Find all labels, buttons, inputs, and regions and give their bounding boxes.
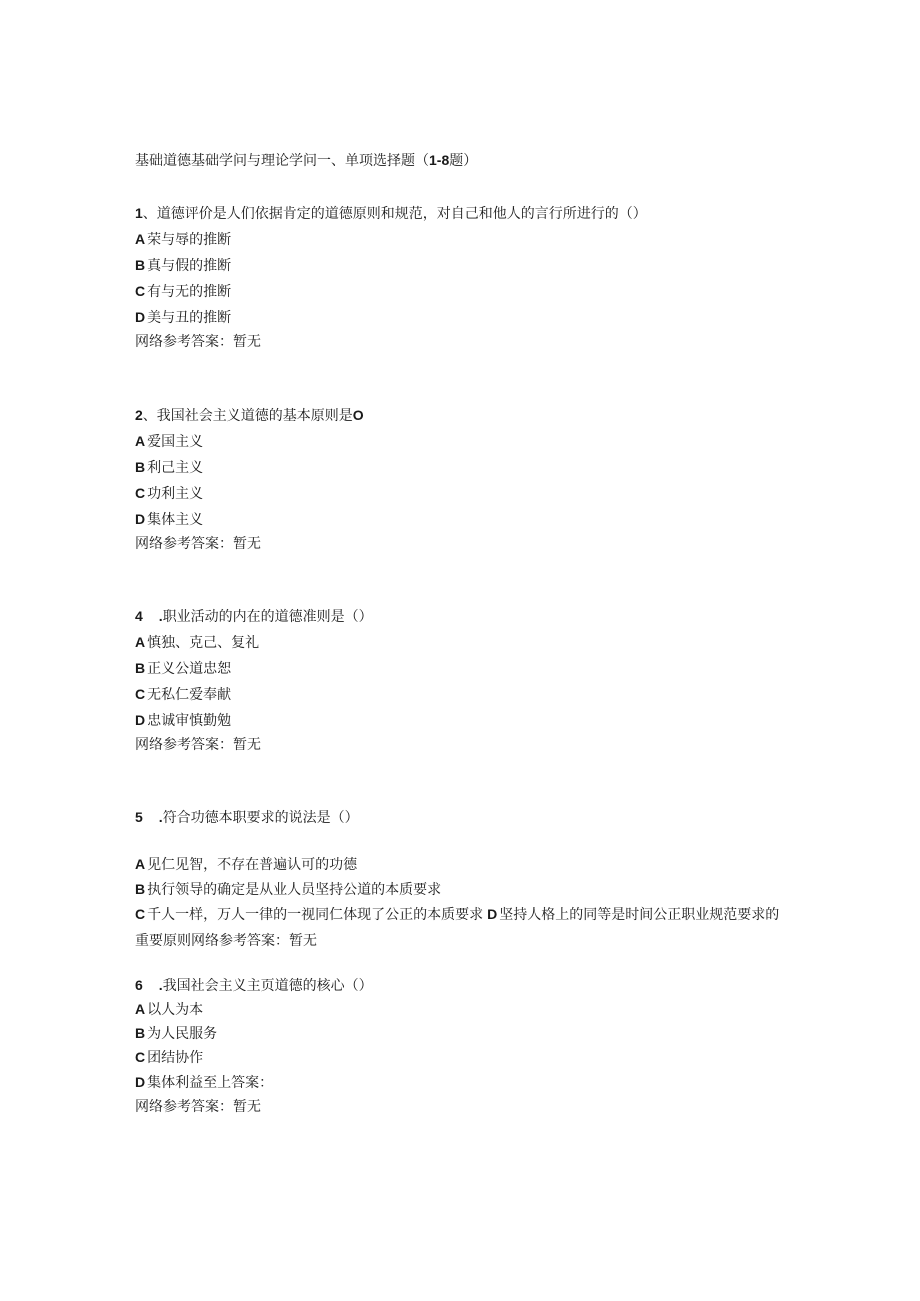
question-separator: 、 bbox=[142, 206, 157, 222]
option-letter: B bbox=[135, 660, 146, 676]
question-text: 我国社会主义道德的基本原则是 bbox=[156, 408, 353, 424]
option-letter: D bbox=[135, 1074, 146, 1090]
option-text: 忠诚审慎勤勉 bbox=[147, 713, 232, 729]
question-number: 2 bbox=[135, 407, 143, 423]
option-text: 慎独、克己、复礼 bbox=[147, 635, 260, 651]
question-text: 道德评价是人们依据肯定的道德原则和规范，对自己和他人的言行所进行的（） bbox=[156, 206, 647, 222]
option-text: 有与无的推断 bbox=[147, 284, 232, 300]
option-letter: D bbox=[135, 511, 146, 527]
question-6-option-d bbox=[135, 1072, 273, 1092]
question-1-option-d bbox=[135, 307, 231, 327]
option-letter: D bbox=[135, 712, 146, 728]
question-number: 6 bbox=[135, 977, 143, 993]
option-letter: A bbox=[135, 231, 146, 247]
document-title bbox=[135, 150, 477, 170]
option-letter: D bbox=[487, 906, 498, 922]
question-4-option-a bbox=[135, 632, 259, 652]
question-5-option-c-d bbox=[135, 901, 785, 954]
question-separator: . bbox=[158, 809, 163, 825]
question-2-stem bbox=[135, 405, 364, 425]
option-text: 功利主义 bbox=[147, 486, 204, 502]
option-text: 执行领导的确定是从业人员坚持公道的本质要求 bbox=[147, 882, 442, 898]
option-letter: C bbox=[135, 283, 146, 299]
option-text: 以人为本 bbox=[147, 1002, 204, 1018]
option-text: 集体主义 bbox=[147, 512, 204, 528]
option-text: 集体利益至上答案： bbox=[147, 1075, 274, 1091]
question-4-option-c bbox=[135, 684, 231, 704]
option-text: 团结协作 bbox=[147, 1050, 204, 1066]
question-5-stem bbox=[135, 807, 359, 827]
option-text: 荣与辱的推断 bbox=[147, 232, 232, 248]
question-6-option-b bbox=[135, 1023, 217, 1043]
question-separator: 、 bbox=[142, 408, 157, 424]
option-letter: A bbox=[135, 634, 146, 650]
option-text: 利己主义 bbox=[147, 460, 204, 476]
option-text: 真与假的推断 bbox=[147, 258, 232, 274]
option-text: 正义公道忠恕 bbox=[147, 661, 232, 677]
option-letter: C bbox=[135, 485, 146, 501]
option-text: 坚持人格上的同等是时间公正职业规范要求的重要原则网络参考答案：暂无 bbox=[135, 907, 780, 949]
question-6-stem bbox=[135, 975, 373, 995]
question-6-option-c bbox=[135, 1047, 203, 1067]
question-5-option-a bbox=[135, 854, 357, 874]
question-6-answer: 网络参考答案：暂无 bbox=[135, 1099, 261, 1115]
question-text: 我国社会主义主页道德的核心（） bbox=[162, 978, 373, 994]
option-text: 为人民服务 bbox=[147, 1026, 218, 1042]
option-text: 无私仁爱奉献 bbox=[147, 687, 232, 703]
question-5-option-b bbox=[135, 879, 441, 899]
option-text: 美与丑的推断 bbox=[147, 310, 232, 326]
question-text: 职业活动的内在的道德准则是（） bbox=[162, 609, 373, 625]
question-separator: . bbox=[158, 608, 163, 624]
option-letter: B bbox=[135, 257, 146, 273]
question-2-answer: 网络参考答案：暂无 bbox=[135, 536, 261, 552]
question-2-option-a bbox=[135, 431, 203, 451]
title-text: 基础道德基础学问与理论学问一、单项选择题（ bbox=[135, 153, 429, 169]
question-text-tail: O bbox=[352, 407, 364, 423]
question-2-option-d bbox=[135, 509, 203, 529]
question-separator: . bbox=[158, 977, 163, 993]
title-range: 1-8 bbox=[429, 152, 450, 168]
question-4-stem bbox=[135, 606, 373, 626]
option-text: 见仁见智，不存在普遍认可的功德 bbox=[147, 857, 358, 873]
question-4-answer: 网络参考答案：暂无 bbox=[135, 737, 261, 753]
option-letter: B bbox=[135, 1025, 146, 1041]
option-letter: A bbox=[135, 856, 146, 872]
option-letter: A bbox=[135, 1001, 146, 1017]
option-letter: B bbox=[135, 881, 146, 897]
question-1-option-b bbox=[135, 255, 231, 275]
option-letter: A bbox=[135, 433, 146, 449]
question-number: 5 bbox=[135, 809, 143, 825]
question-number: 4 bbox=[135, 608, 143, 624]
question-1-option-c bbox=[135, 281, 231, 301]
question-4-option-b bbox=[135, 658, 231, 678]
option-letter: D bbox=[135, 309, 146, 325]
title-suffix: 题） bbox=[449, 153, 478, 169]
question-1-stem bbox=[135, 203, 647, 223]
question-text: 符合功德本职要求的说法是（） bbox=[162, 810, 359, 826]
question-2-option-b bbox=[135, 457, 203, 477]
option-text: 千人一样，万人一律的一视同仁体现了公正的本质要求 bbox=[147, 907, 484, 923]
option-letter: B bbox=[135, 459, 146, 475]
option-text: 爱国主义 bbox=[147, 434, 204, 450]
option-letter: C bbox=[135, 1049, 146, 1065]
question-2-option-c bbox=[135, 483, 203, 503]
option-letter: C bbox=[135, 686, 146, 702]
question-1-option-a bbox=[135, 229, 231, 249]
question-6-option-a bbox=[135, 999, 203, 1019]
question-number: 1 bbox=[135, 205, 143, 221]
option-letter: C bbox=[135, 906, 146, 922]
question-1-answer: 网络参考答案：暂无 bbox=[135, 334, 261, 350]
question-4-option-d bbox=[135, 710, 231, 730]
